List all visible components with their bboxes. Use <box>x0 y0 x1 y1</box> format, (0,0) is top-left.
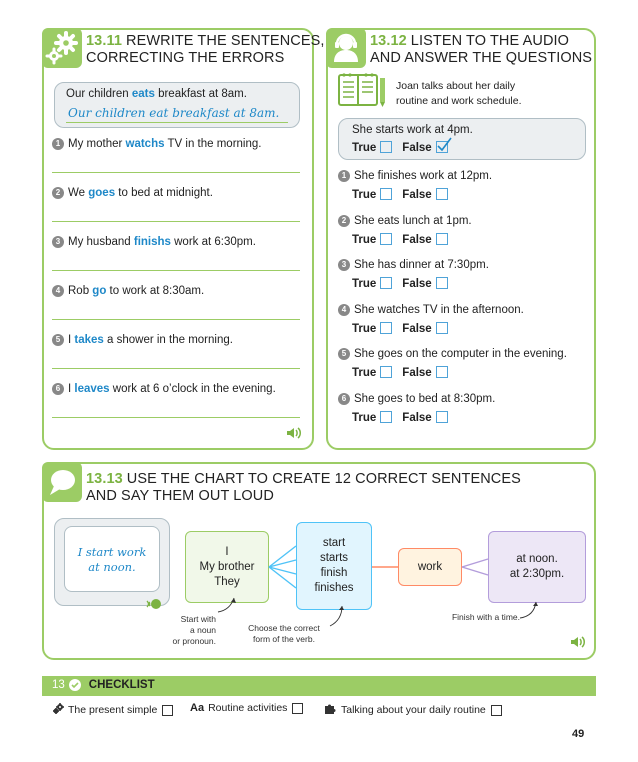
error-word: finishs <box>133 236 171 248</box>
headset-icon <box>326 28 366 68</box>
object-box: work <box>398 548 462 586</box>
true-false-choice: True False <box>352 322 458 335</box>
page-number: 49 <box>572 728 585 740</box>
false-checkbox[interactable] <box>436 233 448 245</box>
true-checkbox[interactable] <box>380 277 392 289</box>
true-false-choice: True False <box>352 366 458 379</box>
speaker-icon[interactable] <box>570 635 586 654</box>
true-checkbox[interactable] <box>380 411 392 423</box>
sentence-item: 6 I leaves work at 6 o’clock in the evening. <box>52 383 276 395</box>
false-checkbox[interactable] <box>436 366 448 378</box>
item-number: 6 <box>52 383 64 395</box>
sentence-item: 5 I takes a shower in the morning. <box>52 334 233 346</box>
checklist-header <box>52 679 155 691</box>
sentence-item: 4 Rob go to work at 8:30am. <box>52 285 204 297</box>
exercise-number: 13.12 <box>370 33 407 49</box>
exercise-13-12-title: 13.12 LISTEN TO THE AUDIO AND ANSWER THE QUESTIONS <box>370 33 593 66</box>
error-word: go <box>92 285 107 297</box>
true-checkbox[interactable] <box>380 188 392 200</box>
check-circle-icon <box>69 679 81 691</box>
gears-icon <box>52 702 65 718</box>
checklist-item[interactable]: Aa Routine activities <box>190 702 303 714</box>
true-checkbox[interactable] <box>380 233 392 245</box>
exercise-13-11-title: 13.11 REWRITE THE SENTENCES, CORRECTING THE ERRORS <box>86 33 325 66</box>
speech-example-text: I start work at noon. <box>77 545 147 574</box>
answer-line[interactable] <box>52 368 300 369</box>
intro-text: Joan talks about her daily routine and work schedule. <box>396 80 522 107</box>
text-size-icon: Aa <box>190 702 205 714</box>
false-checkbox[interactable] <box>436 411 448 423</box>
true-checkbox[interactable] <box>380 322 392 334</box>
checkbox[interactable] <box>162 705 173 716</box>
item-number: 2 <box>52 187 64 199</box>
checkbox[interactable] <box>292 703 303 714</box>
puzzle-icon <box>324 702 337 718</box>
item-number: 1 <box>338 170 350 182</box>
diary-icon <box>338 72 388 113</box>
exercise-number: 13.13 <box>86 471 123 487</box>
note-subject: Start with a noun or pronoun. <box>172 614 216 646</box>
checklist-item[interactable]: Talking about your daily routine <box>324 702 502 718</box>
example-answer: Our children eat breakfast at 8am. <box>68 106 280 120</box>
note-time: Finish with a time. <box>451 612 520 622</box>
false-checkbox[interactable] <box>436 277 448 289</box>
exercise-number: 13.11 <box>86 33 122 49</box>
true-false-choice: True False <box>352 188 458 201</box>
speech-bubble-icon <box>42 462 82 502</box>
true-checkbox <box>380 141 392 153</box>
item-number: 6 <box>338 393 350 405</box>
item-number: 3 <box>338 259 350 271</box>
sentence-item: 2 We goes to bed at midnight. <box>52 187 213 199</box>
item-number: 5 <box>52 334 64 346</box>
answer-line[interactable] <box>52 319 300 320</box>
error-word: goes <box>88 187 116 199</box>
answer-line[interactable] <box>52 172 300 173</box>
statement-item: 4 She watches TV in the afternoon. <box>338 304 524 316</box>
item-number: 4 <box>338 304 350 316</box>
false-checkbox-checked <box>436 141 448 153</box>
true-checkbox[interactable] <box>380 366 392 378</box>
error-word: takes <box>74 334 104 346</box>
item-number: 2 <box>338 215 350 227</box>
example-true-false: True False <box>352 141 458 154</box>
answer-line[interactable] <box>52 221 300 222</box>
checkmark-icon <box>436 137 452 153</box>
statement-item: 5 She goes on the computer in the evening. <box>338 348 567 360</box>
speaker-icon[interactable] <box>286 426 302 445</box>
error-word: watchs <box>125 138 165 150</box>
true-false-choice: True False <box>352 411 458 424</box>
example-prompt: Our children eats breakfast at 8am. <box>66 88 247 100</box>
statement-item: 3 She has dinner at 7:30pm. <box>338 259 489 271</box>
false-checkbox[interactable] <box>436 322 448 334</box>
statement-item: 1 She finishes work at 12pm. <box>338 170 492 182</box>
statement-item: 6 She goes to bed at 8:30pm. <box>338 393 495 405</box>
item-number: 1 <box>52 138 64 150</box>
note-verb: Choose the correct form of the verb. <box>248 623 320 644</box>
true-false-choice: True False <box>352 233 458 246</box>
sentence-item: 3 My husband finishs work at 6:30pm. <box>52 236 256 248</box>
verb-box: start starts finish finishes <box>296 522 372 610</box>
sentence-item: 1 My mother watchs TV in the morning. <box>52 138 261 150</box>
checkbox[interactable] <box>491 705 502 716</box>
checklist-title: CHECKLIST <box>88 679 155 691</box>
time-box: at noon. at 2:30pm. <box>488 531 586 603</box>
answer-line[interactable] <box>52 270 300 271</box>
example-answer-line <box>66 122 288 123</box>
true-false-choice: True False <box>352 277 458 290</box>
item-number: 3 <box>52 236 64 248</box>
subject-box: I My brother They <box>185 531 269 603</box>
exercise-13-13-title: 13.13 USE THE CHART TO CREATE 12 CORRECT SENTENCES AND SAY THEM OUT LOUD <box>86 471 521 504</box>
item-number: 4 <box>52 285 64 297</box>
statement-item: 2 She eats lunch at 1pm. <box>338 215 472 227</box>
checklist-number: 13 <box>52 679 65 691</box>
item-number: 5 <box>338 348 350 360</box>
error-word: leaves <box>74 383 110 395</box>
false-checkbox[interactable] <box>436 188 448 200</box>
example-statement: She starts work at 4pm. <box>352 124 473 136</box>
answer-line[interactable] <box>52 417 300 418</box>
gears-icon <box>42 28 82 68</box>
checklist-item[interactable]: The present simple <box>52 702 173 718</box>
